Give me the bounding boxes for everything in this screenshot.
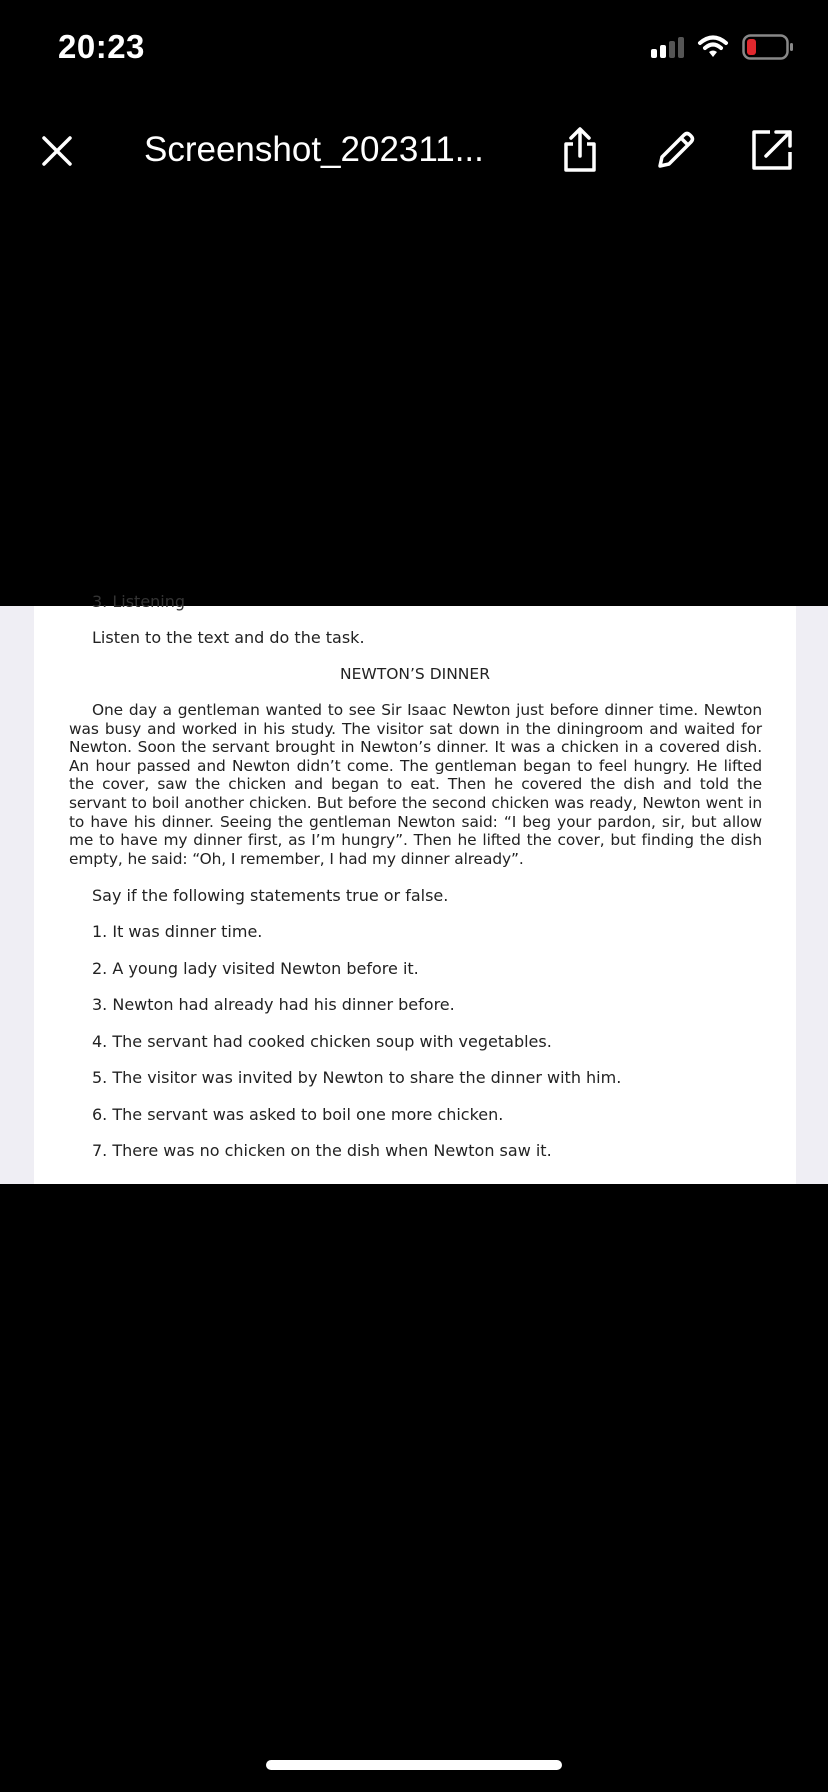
- share-button[interactable]: [556, 126, 604, 174]
- battery-low-icon: [742, 34, 794, 60]
- statement-item: 4. The servant had cooked chicken soup with vegetables.: [92, 1031, 552, 1051]
- statement-item: 5. The visitor was invited by Newton to share the dinner with him.: [92, 1068, 622, 1087]
- pencil-icon: [652, 126, 700, 174]
- image-viewport: [0, 592, 828, 1184]
- statements-list: [92, 922, 621, 1178]
- cut-off-heading: 3. Listening: [92, 592, 186, 611]
- edit-button[interactable]: [652, 126, 700, 174]
- share-icon: [556, 126, 604, 174]
- cellular-signal-icon: [651, 36, 684, 58]
- statement-item: 3. Newton had already had his dinner before.: [92, 995, 455, 1014]
- file-title: Screenshot_202311...: [144, 130, 484, 169]
- statement-item: 7. There was no chicken on the dish when Newton saw it.: [92, 1141, 552, 1160]
- statement-item: 1. It was dinner time.: [92, 922, 263, 941]
- task-instruction: Say if the following statements true or false.: [92, 886, 449, 905]
- wifi-icon: [698, 35, 728, 59]
- document-page: [34, 592, 796, 1184]
- statement-item: 6. The servant was asked to boil one more chicken.: [92, 1104, 504, 1124]
- open-external-icon: [748, 126, 796, 174]
- story-paragraph: One day a gentleman wanted to see Sir Isaac Newton just before dinner time. Newton was busy and worked in his study. The visitor sat down in the diningroom and waited for Newton. Soon the servant brought in Newton’s dinner. It was a chicken in a covered dish. An hour passed and Newton didn’t come. The gentleman began to feel hungry. He lifted the cover, saw the chicken and began to eat. Then he covered the dish and told the servant to boil another chicken. But before the second chicken was ready, Newton went in to have his dinner. Seeing the gentleman Newton said: “I beg your pardon, sir, but allow me to have my dinner first, as I’m hungry”. Then he lifted the cover, but finding the dish empty, he said: “Oh, I remember, I had my dinner already”.: [69, 701, 762, 868]
- status-time: 20:23: [58, 28, 145, 65]
- close-icon: [38, 132, 76, 170]
- home-indicator[interactable]: [266, 1760, 562, 1770]
- open-external-button[interactable]: [748, 126, 796, 174]
- listening-instruction: Listen to the text and do the task.: [92, 628, 365, 647]
- statement-item: 2. A young lady visited Newton before it.: [92, 958, 419, 978]
- status-icons: [651, 34, 794, 60]
- viewer-toolbar: [0, 120, 828, 184]
- document-title: NEWTON’S DINNER: [340, 665, 490, 683]
- close-button[interactable]: [38, 132, 76, 170]
